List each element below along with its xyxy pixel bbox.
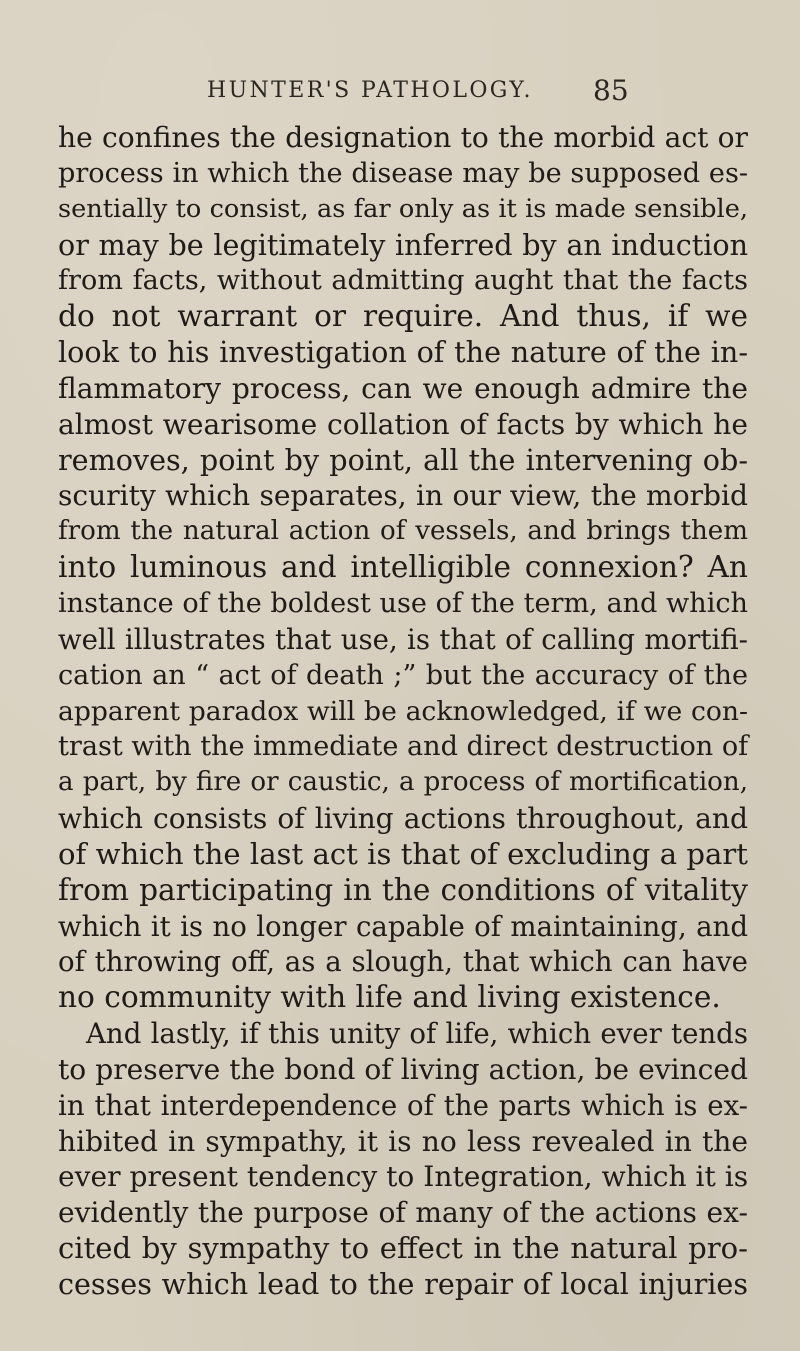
page-number: 85 bbox=[593, 74, 629, 107]
text-line: into luminous and intelligible connexion? An bbox=[58, 550, 748, 585]
text-line: to preserve the bond of living action, be evinced bbox=[58, 1052, 748, 1086]
text-line: from participating in the conditions of vitality bbox=[58, 872, 748, 907]
text-line: sentially to consist, as far only as it is made sensible, bbox=[58, 193, 748, 224]
text-line: instance of the boldest use of the term, and which bbox=[58, 587, 748, 619]
text-line: in that interdependence of the parts which is ex- bbox=[58, 1088, 748, 1122]
text-line: apparent paradox will be acknowledged, if we con- bbox=[58, 695, 748, 727]
text-line: do not warrant or require. And thus, if we bbox=[58, 299, 748, 334]
text-line: cation an “ act of death ;” but the accuracy of the bbox=[58, 659, 748, 691]
body-text bbox=[58, 120, 748, 1303]
text-line: of throwing off, as a slough, that which can have bbox=[58, 945, 748, 979]
text-line: which it is no longer capable of maintaining, and bbox=[58, 909, 748, 943]
paragraph-end-line: no community with life and living existence. bbox=[58, 980, 721, 1015]
text-line: process in which the disease may be supposed es- bbox=[58, 157, 748, 189]
text-line: which consists of living actions throughout, and bbox=[58, 802, 748, 836]
text-line: cesses which lead to the repair of local injuries bbox=[58, 1267, 748, 1301]
text-line: scurity which separates, in our view, the morbid bbox=[58, 479, 748, 513]
text-line: almost wearisome collation of facts by which he bbox=[58, 407, 748, 441]
text-line: from facts, without admitting aught that the facts bbox=[58, 265, 748, 297]
text-line: of which the last act is that of excluding a part bbox=[58, 836, 748, 871]
text-line: a part, by fire or caustic, a process of mortification, bbox=[58, 767, 748, 798]
text-line: well illustrates that use, is that of calling mortifi- bbox=[58, 622, 748, 656]
running-head-title: HUNTER'S PATHOLOGY. bbox=[207, 78, 533, 103]
text-line: look to his investigation of the nature of the in- bbox=[58, 335, 748, 370]
text-line: he confines the designation to the morbid act or bbox=[58, 121, 748, 154]
text-line: trast with the immediate and direct destruction of bbox=[58, 731, 749, 763]
text-line: ever present tendency to Integration, which it is bbox=[58, 1160, 749, 1194]
text-line: from the natural action of vessels, and brings them bbox=[58, 516, 748, 547]
text-line: or may be legitimately inferred by an induction bbox=[58, 227, 748, 262]
text-line: cited by sympathy to effect in the natural pro- bbox=[58, 1231, 748, 1266]
text-line: evidently the purpose of many of the actions ex- bbox=[58, 1196, 748, 1230]
paragraph-start-line: And lastly, if this unity of life, which ever tends bbox=[86, 1017, 748, 1051]
text-line: flammatory process, can we enough admire the bbox=[58, 371, 748, 405]
text-line: removes, point by point, all the intervening ob- bbox=[58, 442, 748, 477]
text-line: hibited in sympathy, it is no less revealed in the bbox=[58, 1124, 748, 1158]
running-head bbox=[0, 74, 800, 108]
